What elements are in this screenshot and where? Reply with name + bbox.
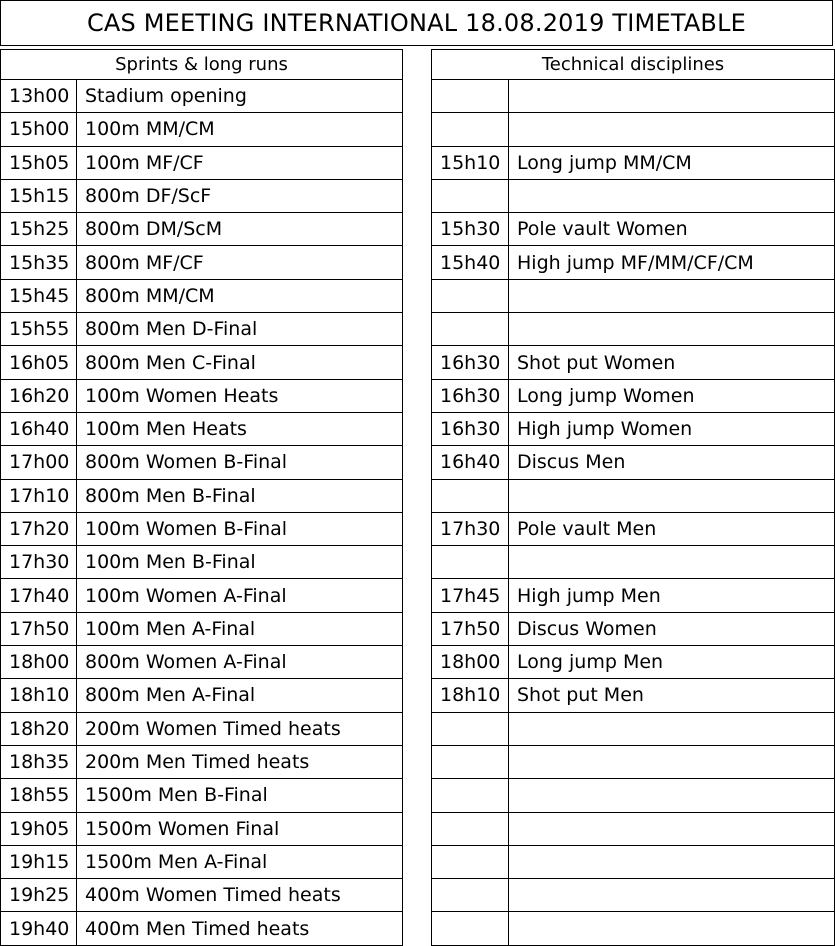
- technical-event-cell: Discus Men: [509, 446, 835, 479]
- technical-time-cell: [432, 745, 509, 778]
- technical-time-cell: 17h45: [432, 579, 509, 612]
- sprints-time-cell: 19h05: [1, 812, 77, 845]
- technical-time-cell: [432, 179, 509, 212]
- sprints-event-cell: 200m Men Timed heats: [77, 745, 403, 778]
- technical-body: [432, 80, 835, 946]
- technical-row: [432, 579, 835, 612]
- technical-time-cell: [432, 845, 509, 878]
- sprints-row: [1, 712, 403, 745]
- technical-time-cell: 15h40: [432, 246, 509, 279]
- technical-time-cell: 16h30: [432, 412, 509, 445]
- technical-row: [432, 412, 835, 445]
- sprints-event-cell: 100m Women A-Final: [77, 579, 403, 612]
- sprints-body: [1, 80, 403, 946]
- technical-event-cell: High jump Men: [509, 579, 835, 612]
- sprints-event-cell: 100m Men B-Final: [77, 546, 403, 579]
- technical-time-cell: 18h10: [432, 679, 509, 712]
- technical-event-cell: Discus Women: [509, 612, 835, 645]
- technical-event-cell: [509, 712, 835, 745]
- sprints-header: Sprints & long runs: [1, 50, 403, 80]
- technical-time-cell: [432, 912, 509, 945]
- technical-event-cell: Pole vault Men: [509, 512, 835, 545]
- technical-time-cell: [432, 313, 509, 346]
- technical-row: [432, 779, 835, 812]
- sprints-row: [1, 579, 403, 612]
- sprints-row: [1, 812, 403, 845]
- sprints-time-cell: 18h35: [1, 745, 77, 778]
- sprints-event-cell: 800m DM/ScM: [77, 213, 403, 246]
- technical-event-cell: [509, 879, 835, 912]
- sprints-row: [1, 879, 403, 912]
- sprints-event-cell: 400m Men Timed heats: [77, 912, 403, 945]
- technical-row: [432, 512, 835, 545]
- sprints-time-cell: 17h40: [1, 579, 77, 612]
- sprints-time-cell: 18h00: [1, 646, 77, 679]
- technical-event-cell: High jump MF/MM/CF/CM: [509, 246, 835, 279]
- technical-time-cell: [432, 546, 509, 579]
- sprints-row: [1, 313, 403, 346]
- technical-event-cell: [509, 812, 835, 845]
- sprints-event-cell: 100m Men A-Final: [77, 612, 403, 645]
- sprints-event-cell: 800m Women A-Final: [77, 646, 403, 679]
- technical-time-cell: 17h50: [432, 612, 509, 645]
- sprints-event-cell: Stadium opening: [77, 80, 403, 113]
- technical-event-cell: [509, 779, 835, 812]
- technical-event-cell: Long jump Women: [509, 379, 835, 412]
- technical-time-cell: 16h40: [432, 446, 509, 479]
- technical-event-cell: [509, 279, 835, 312]
- sprints-row: [1, 246, 403, 279]
- sprints-time-cell: 17h00: [1, 446, 77, 479]
- sprints-time-cell: 16h40: [1, 412, 77, 445]
- sprints-event-cell: 800m Men A-Final: [77, 679, 403, 712]
- technical-header: Technical disciplines: [432, 50, 835, 80]
- technical-row: [432, 912, 835, 945]
- sprints-event-cell: 100m Men Heats: [77, 412, 403, 445]
- sprints-event-cell: 100m MF/CF: [77, 146, 403, 179]
- sprints-event-cell: 1500m Women Final: [77, 812, 403, 845]
- sprints-row: [1, 779, 403, 812]
- sprints-row: [1, 446, 403, 479]
- sprints-row: [1, 845, 403, 878]
- sprints-time-cell: 19h25: [1, 879, 77, 912]
- technical-time-cell: [432, 279, 509, 312]
- sprints-time-cell: 18h55: [1, 779, 77, 812]
- sprints-event-cell: 800m Men D-Final: [77, 313, 403, 346]
- sprints-time-cell: 15h15: [1, 179, 77, 212]
- technical-row: [432, 646, 835, 679]
- technical-time-cell: 16h30: [432, 379, 509, 412]
- sprints-row: [1, 80, 403, 113]
- technical-event-cell: [509, 179, 835, 212]
- sprints-time-cell: 19h40: [1, 912, 77, 945]
- technical-time-cell: [432, 879, 509, 912]
- technical-time-cell: 17h30: [432, 512, 509, 545]
- sprints-time-cell: 15h00: [1, 113, 77, 146]
- technical-row: [432, 446, 835, 479]
- sprints-row: [1, 113, 403, 146]
- sprints-row: [1, 546, 403, 579]
- technical-time-cell: [432, 712, 509, 745]
- technical-time-cell: 15h30: [432, 213, 509, 246]
- technical-event-cell: [509, 113, 835, 146]
- sprints-time-cell: 15h35: [1, 246, 77, 279]
- technical-time-cell: 18h00: [432, 646, 509, 679]
- technical-row: [432, 379, 835, 412]
- sprints-event-cell: 400m Women Timed heats: [77, 879, 403, 912]
- technical-event-cell: [509, 80, 835, 113]
- technical-row: [432, 612, 835, 645]
- sprints-row: [1, 146, 403, 179]
- sprints-row: [1, 346, 403, 379]
- technical-time-cell: 16h30: [432, 346, 509, 379]
- sprints-row: [1, 479, 403, 512]
- sprints-row: [1, 912, 403, 945]
- sprints-row: [1, 646, 403, 679]
- technical-event-cell: High jump Women: [509, 412, 835, 445]
- technical-row: [432, 712, 835, 745]
- sprints-time-cell: 15h25: [1, 213, 77, 246]
- technical-row: [432, 346, 835, 379]
- sprints-event-cell: 100m MM/CM: [77, 113, 403, 146]
- sprints-time-cell: 16h05: [1, 346, 77, 379]
- sprints-row: [1, 612, 403, 645]
- technical-time-cell: [432, 479, 509, 512]
- sprints-time-cell: 17h20: [1, 512, 77, 545]
- technical-row: [432, 179, 835, 212]
- technical-row: [432, 279, 835, 312]
- technical-event-cell: Long jump MM/CM: [509, 146, 835, 179]
- technical-row: [432, 679, 835, 712]
- sprints-time-cell: 15h45: [1, 279, 77, 312]
- sprints-row: [1, 412, 403, 445]
- sprints-event-cell: 1500m Men B-Final: [77, 779, 403, 812]
- sprints-time-cell: 18h20: [1, 712, 77, 745]
- technical-event-cell: Long jump Men: [509, 646, 835, 679]
- technical-event-cell: [509, 313, 835, 346]
- sprints-row: [1, 179, 403, 212]
- technical-time-cell: [432, 812, 509, 845]
- sprints-time-cell: 17h30: [1, 546, 77, 579]
- sprints-time-cell: 13h00: [1, 80, 77, 113]
- sprints-event-cell: 800m MM/CM: [77, 279, 403, 312]
- sprints-time-cell: 15h55: [1, 313, 77, 346]
- technical-row: [432, 479, 835, 512]
- sprints-event-cell: 800m Women B-Final: [77, 446, 403, 479]
- sprints-row: [1, 213, 403, 246]
- technical-event-cell: Pole vault Women: [509, 213, 835, 246]
- technical-time-cell: [432, 113, 509, 146]
- sprints-event-cell: 800m Men C-Final: [77, 346, 403, 379]
- technical-row: [432, 879, 835, 912]
- technical-row: [432, 80, 835, 113]
- technical-event-cell: [509, 479, 835, 512]
- page-title: CAS MEETING INTERNATIONAL 18.08.2019 TIMETABLE: [0, 0, 833, 46]
- sprints-table: [0, 49, 403, 946]
- sprints-time-cell: 19h15: [1, 845, 77, 878]
- technical-row: [432, 113, 835, 146]
- technical-event-cell: [509, 845, 835, 878]
- technical-time-cell: [432, 779, 509, 812]
- sprints-event-cell: 800m DF/ScF: [77, 179, 403, 212]
- technical-row: [432, 546, 835, 579]
- sprints-row: [1, 279, 403, 312]
- sprints-event-cell: 100m Women Heats: [77, 379, 403, 412]
- sprints-row: [1, 745, 403, 778]
- sprints-event-cell: 800m Men B-Final: [77, 479, 403, 512]
- technical-row: [432, 845, 835, 878]
- sprints-event-cell: 800m MF/CF: [77, 246, 403, 279]
- technical-event-cell: Shot put Women: [509, 346, 835, 379]
- technical-time-cell: 15h10: [432, 146, 509, 179]
- sprints-row: [1, 379, 403, 412]
- technical-row: [432, 313, 835, 346]
- sprints-event-cell: 1500m Men A-Final: [77, 845, 403, 878]
- technical-row: [432, 812, 835, 845]
- technical-row: [432, 246, 835, 279]
- technical-event-cell: Shot put Men: [509, 679, 835, 712]
- technical-row: [432, 213, 835, 246]
- sprints-time-cell: 16h20: [1, 379, 77, 412]
- sprints-event-cell: 200m Women Timed heats: [77, 712, 403, 745]
- sprints-row: [1, 512, 403, 545]
- sprints-event-cell: 100m Women B-Final: [77, 512, 403, 545]
- technical-event-cell: [509, 745, 835, 778]
- sprints-time-cell: 17h50: [1, 612, 77, 645]
- technical-row: [432, 745, 835, 778]
- technical-time-cell: [432, 80, 509, 113]
- technical-event-cell: [509, 546, 835, 579]
- technical-event-cell: [509, 912, 835, 945]
- technical-row: [432, 146, 835, 179]
- sprints-time-cell: 17h10: [1, 479, 77, 512]
- technical-table: [431, 49, 835, 946]
- sprints-time-cell: 15h05: [1, 146, 77, 179]
- sprints-time-cell: 18h10: [1, 679, 77, 712]
- sprints-row: [1, 679, 403, 712]
